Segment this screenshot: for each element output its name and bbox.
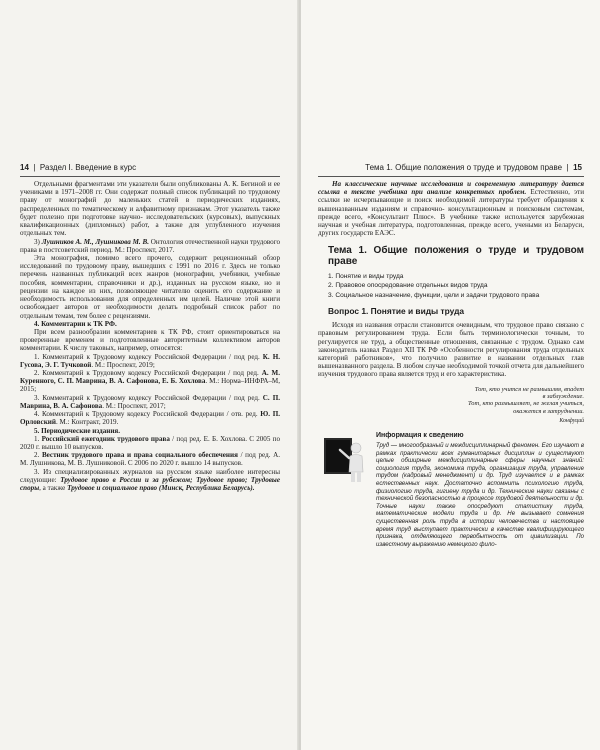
periodical-item: 2. Вестник трудового права и права социального обеспечения / под ред. А. М. Лушникова, М. В. Лушниковой. С 2006 по 2020 г. вышло 14 выпусков. <box>20 451 281 468</box>
left-page <box>0 0 299 750</box>
commentary-item: 1. Комментарий к Трудовому кодексу Российской Федерации / под ред. К. Н. Гусова, Э. Г. Тучковой. М.: Проспект, 2019; <box>20 352 280 369</box>
epigraph-author: Конфуций <box>559 418 584 425</box>
right-page <box>301 0 600 750</box>
left-text-column <box>20 180 280 492</box>
section-heading: 5. Периодические издания. <box>34 426 121 435</box>
commentary-item: 2. Комментарий к Трудовому кодексу Российской Федерации / под ред. А. М. Куренного, С. П. Маврина, В. А. Сафонова, Е. Б. Хохлова. М.: Норма–ИНФРА–М, 2015; <box>20 369 281 394</box>
intro-paragraph: На классические научные исследования и современную литературу дается ссылка в тексте учебника при анализе конкретных проблем. Естественно, эти ссылки не исчерпывающие и поиск необходимой литературы требует обращения к вышеназванным изданиям и справочно- консультационным и поисковым системам, прежде всего, «Консультант Плюс». В учебнике также используется зарубежная научная и учебная литература, подготовленная, прежде всего, учеными из Беларуси, других государств ЕАЭС. <box>318 180 584 238</box>
left-header-rule <box>20 176 280 177</box>
paragraph: Отдельными фрагментами эти указатели были опубликованы А. К. Бегиной и ее учениками в 1971–2008 гг. Они содержат полный список публикаций по трудовому праву от монографий до маленьких статей в периодических изданиях, распределенных по тематическому и алфавитному признакам. Этот указатель также будет полезно при подготовке научно- исследовательских (курсовых), выпускных квалификационных (дипломных) работ, а также для углубленного изучения отдельных тем. <box>20 180 280 238</box>
toc-item: 1. Понятие и виды труда <box>328 272 404 280</box>
chapter-title: Тема 1. Общие положения о труде и трудовом праве <box>328 244 584 268</box>
epigraph: Тот, кто учится не размышляя, впадет в заблуждение. Тот, кто размышляет, не желая учиться, окажется в затруднении. <box>467 385 584 415</box>
right-running-header: Тема 1. Общие положения о труде и трудовом праве | 15 <box>365 163 582 172</box>
question-title: Вопрос 1. Понятие и виды труда <box>328 306 465 317</box>
paragraph: При всем разнообразии комментариев к ТК РФ, стоит ориентироваться на проверенные временем и подготовленные авторитетным коллективом авторов комментарии. К числу таковых, например, относятся: <box>20 327 280 353</box>
periodical-item: 1. Российский ежегодник трудового права / под ред. Е. Б. Хохлова. С 2005 по 2020 г. вышло 10 выпусков. <box>20 434 281 451</box>
toc-item: 2. Правовое опосредование отдельных видов труда <box>328 282 488 290</box>
info-box <box>318 432 584 549</box>
paragraph: Эта монография, помимо всего прочего, содержит рецензионный обзор исследований по трудовому праву, вышедших с 1991 по 2016 г. Здесь не только перечень названных публикаций всех жанров (монографии, учебники, учебные пособия, комментарии, справочники и др.), изданных на русском языке, но и рецензии на каждое из них, позволяющее читателю оценить его содержание и необходимость использования для определенных им целей. Наличие этой книги освобождает авторов от необходимости делать подробный список работ по отдельным темам, тем более с рецензиями. <box>20 253 280 320</box>
toc-item: 3. Социальное назначение, функции, цели и задачи трудового права <box>328 291 540 299</box>
periodical-item: 3. Из специализированных журналов на русском языке наиболее интересны следующие: Трудовое право в России и за рубежом; Трудовое право; Трудовые споры, а также Трудовое и социальное право (Минск, Республика Беларусь). <box>20 467 280 493</box>
commentary-item: 4. Комментарий к Трудовому кодексу Российской Федерации / отв. ред. Ю. П. Орловский. М.: Контракт, 2019. <box>20 410 280 427</box>
right-section-title: Тема 1. Общие положения о труде и трудовом праве <box>365 163 563 172</box>
paragraph: 3) Лушников А. М., Лушникова М. В. Онтология отечественной науки трудового права в постсоветский период. М.: Проспект, 2017. <box>20 237 280 254</box>
commentary-item: 3. Комментарий к Трудовому кодексу Российской Федерации / под ред. С. П. Маврина, В. А. Сафонова. М.: Проспект, 2017; <box>20 393 280 410</box>
left-running-header: 14 | Раздел I. Введение в курс <box>20 163 137 172</box>
figure-with-board-icon <box>322 434 370 484</box>
left-section-title: Раздел I. Введение в курс <box>39 163 137 172</box>
info-box-text: Труд — многообразный и междисциплинарный феномен. Его изучают в рамках практически всех гуманитарных дисциплин и существуют целые обширные междисциплинарные сферы научных знаний: социология труда, экономика труда, организация труда, управление трудом (кадровый менеджмент) и др. Труд изучается и в рамках естественных наук. Достаточно вспомнить психологию труда, физиологию труда, гигиену труда и др. Технические науки связаны с технической безопасностью в процессе трудовой деятельности и др. Точные науки также опосредуют статистику труда, математические модели труда и др. Не вызывает сомнения существенная роль труда в истории человечества и настоящее время труд выступает практически в качестве квалифицирующего признака, отделяющего первобытность от цивилизации. По известному выражению немецкого фило- <box>376 441 584 548</box>
right-text-column <box>318 180 584 548</box>
right-page-number: 15 <box>573 163 582 172</box>
chapter-contents <box>328 272 584 301</box>
paragraph: Исходя из названия отрасли становится очевидным, что трудовое право связано с правовым регулированием труда. Если быть терминологически точным, то регулируется не труд, а общественные отношения, связанные с трудом. Однако сам законодатель назвал Раздел XII ТК РФ «Особенности регулирования труда отдельных категорий работников», что получило развитие в названии отдельных глав вышеназванного раздела. В любом случае необходимой точкой отчета для дальнейшего изучения трудового права является труд и его характеристика. <box>318 321 584 379</box>
info-box-title: Информация к сведению <box>376 431 464 439</box>
left-page-number: 14 <box>20 163 29 172</box>
right-header-rule <box>318 176 584 177</box>
section-heading: 4. Комментарии к ТК РФ. <box>34 319 117 328</box>
